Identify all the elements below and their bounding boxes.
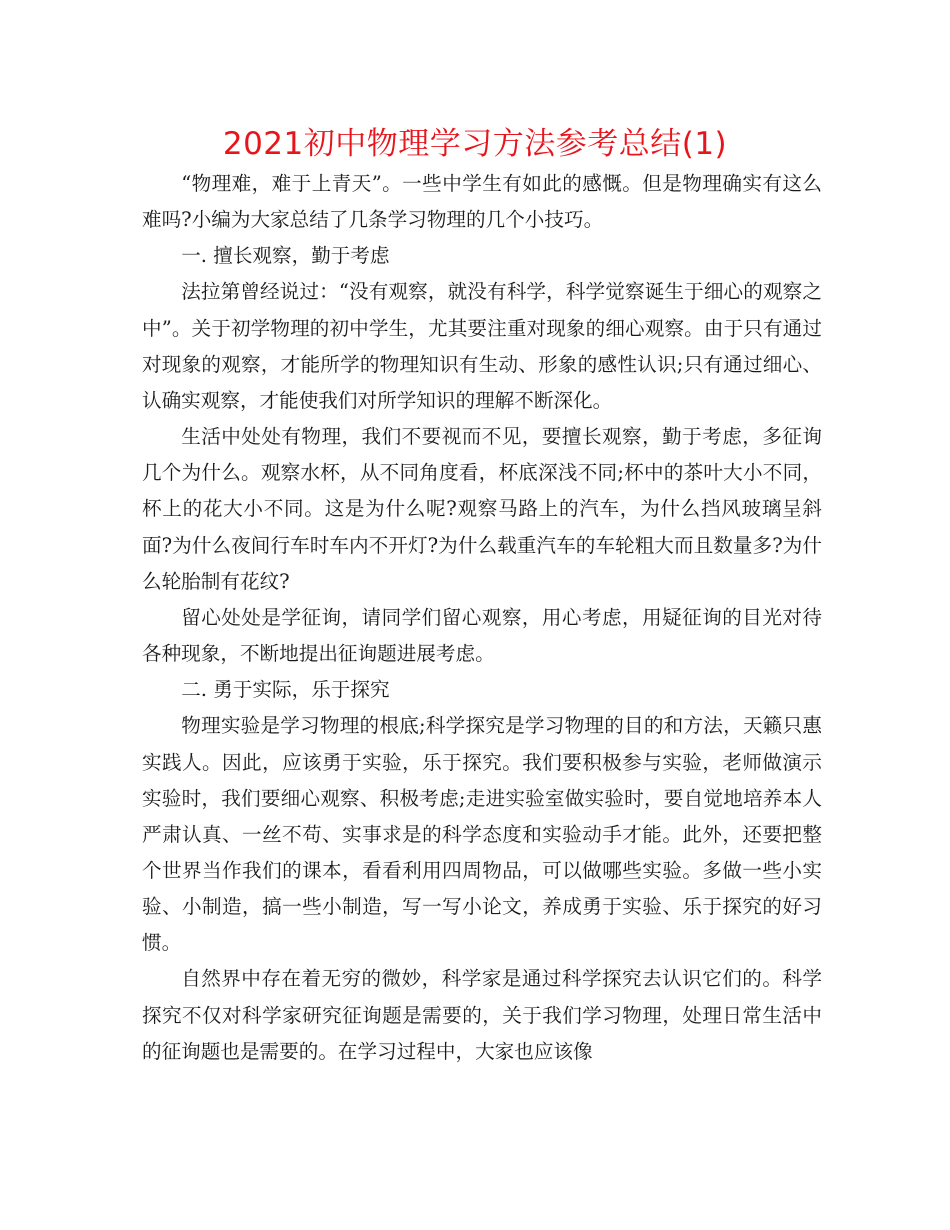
document-body bbox=[142, 166, 822, 1070]
paragraph: 物理实验是学习物理的根底;科学探究是学习物理的目的和方法，天籁只惠实践人。因此，应该勇于实验，乐于探究。我们要积极参与实验，老师做演示实验时，我们要细心观察、积极考虑;走进实验室做实验时，要自觉地培养本人严肃认真、一丝不苟、实事求是的科学态度和实验动手才能。此外，还要把整个世界当作我们的课本，看看利用四周物品，可以做哪些实验。多做一些小实验、小制造，搞一些小制造，写一写小论文，养成勇于实验、乐于探究的好习惯。 bbox=[142, 714, 822, 955]
paragraph: 自然界中存在着无穷的微妙，科学家是通过科学探究去认识它们的。科学探究不仅对科学家研究征询题是需要的，关于我们学习物理，处理日常生活中的征询题也是需要的。在学习过程中，大家也应该像 bbox=[142, 967, 822, 1063]
paragraph-intro: “物理难，难于上青天”。一些中学生有如此的感慨。但是物理确实有这么难吗?小编为大家总结了几条学习物理的几个小技巧。 bbox=[142, 172, 822, 232]
section-heading-1: 一. 擅长观察，勤于考虑 bbox=[181, 244, 390, 268]
section-heading-2: 二. 勇于实际，乐于探究 bbox=[181, 678, 390, 702]
paragraph: 留心处处是学征询，请同学们留心观察，用心考虑，用疑征询的目光对待各种现象，不断地提出征询题进展考虑。 bbox=[142, 605, 822, 666]
paragraph: 生活中处处有物理，我们不要视而不见，要擅长观察，勤于考虑，多征询几个为什么。观察水杯，从不同角度看，杯底深浅不同;杯中的茶叶大小不同，杯上的花大小不同。这是为什么呢?观察马路上的汽车，为什么挡风玻璃呈斜面?为什么夜间行车时车内不开灯?为什么载重汽车的车轮粗大而且数量多?为什么轮胎制有花纹? bbox=[142, 425, 822, 593]
document-title: 2021初中物理学习方法参考总结(1) bbox=[222, 126, 728, 162]
paragraph: 法拉第曾经说过：“没有观察，就没有科学，科学觉察诞生于细心的观察之中”。关于初学物理的初中学生，尤其要注重对现象的细心观察。由于只有通过对现象的观察，才能所学的物理知识有生动、形象的感性认识;只有通过细心、认确实观察，才能使我们对所学知识的理解不断深化。 bbox=[142, 280, 822, 412]
